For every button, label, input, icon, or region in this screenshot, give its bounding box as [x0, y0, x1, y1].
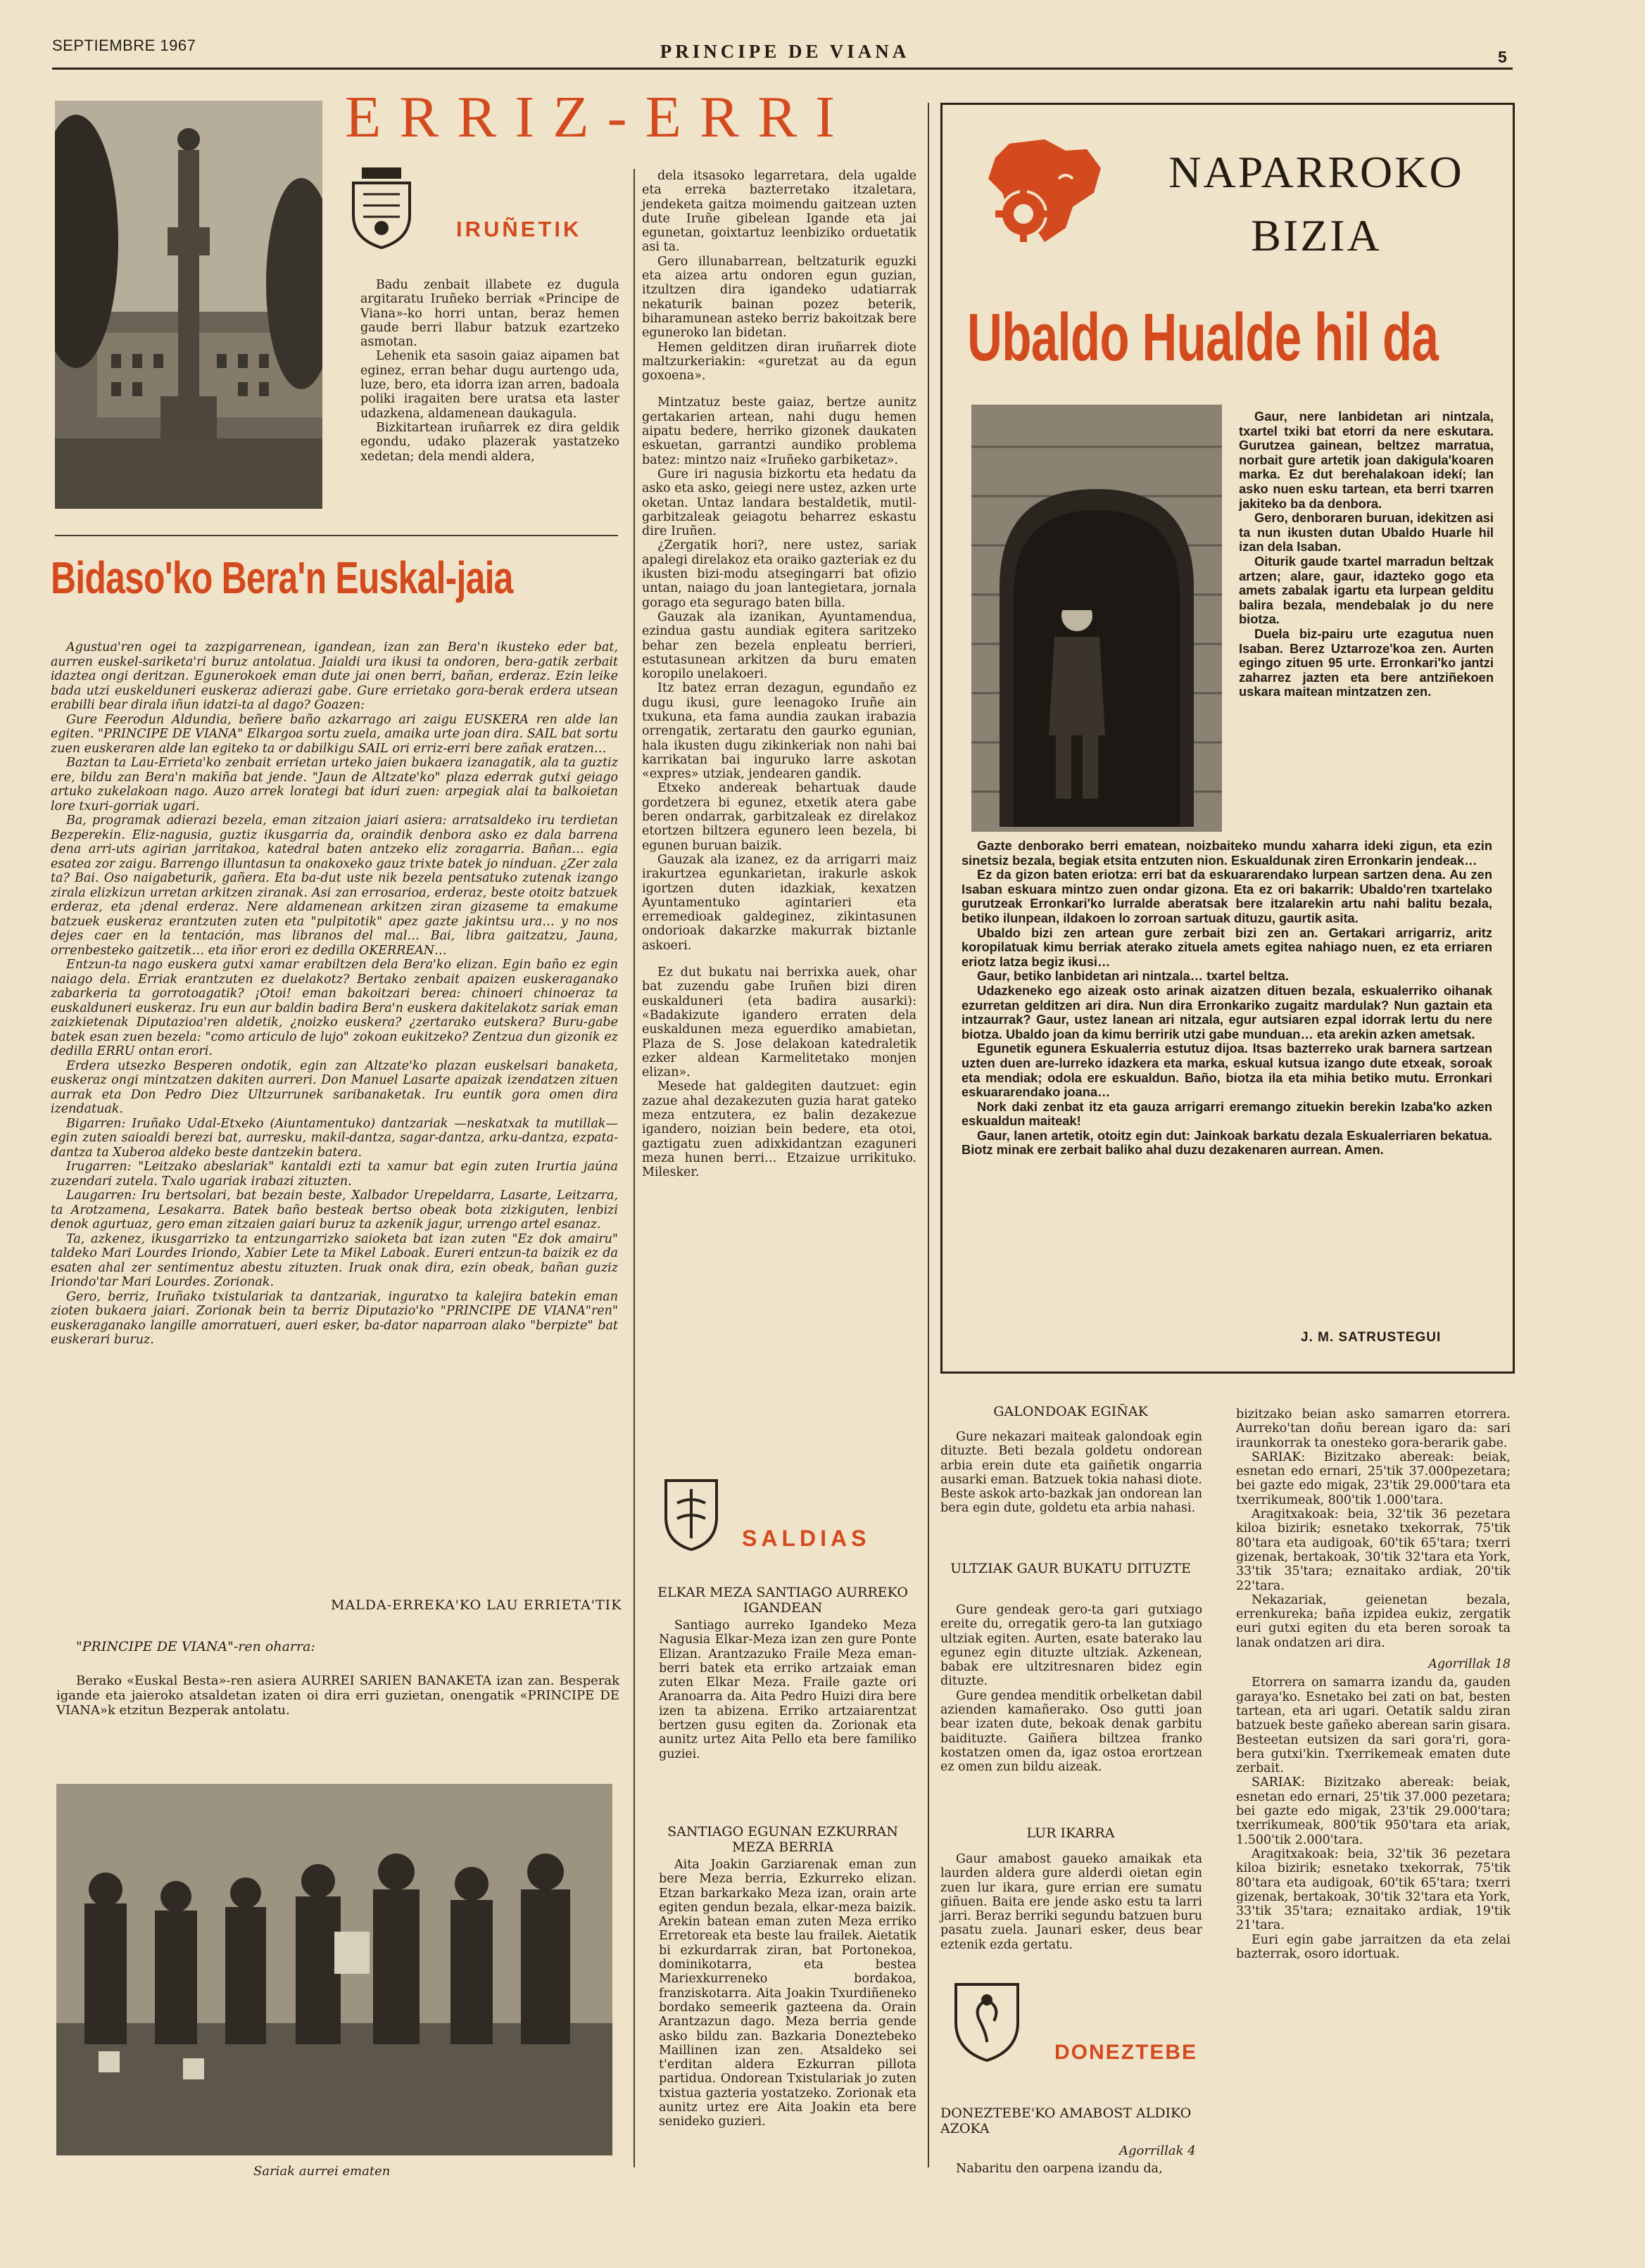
- iruñetik-paragraph: Hemen gelditzen diran iruñarrek diote maltzurkeriakin: «guretzat au da egun goxoena».: [642, 340, 916, 384]
- market-paragraph: SARIAK: Bizitzako abereak: beiak, esnetan edo ernari, 25'tik 37.000 pezetara; bei gazte edo migak, 23'tik 29.000'tara; txerrikumeak, 800'tik 950'tara eta ariak, 1.500'tik 2.000'tara.: [1236, 1775, 1511, 1847]
- ubaldo-paragraph: Gaur, betiko lanbidetan ari nintzala… txartel beltza.: [977, 968, 1289, 984]
- issue-date: SEPTIEMBRE 1967: [52, 37, 196, 54]
- navarre-map-gear-icon: [981, 137, 1108, 249]
- saldias-section-title-2: SANTIAGO EGUNAN EZKURRAN MEZA BERRIA: [667, 1824, 898, 1855]
- saldias-crest-icon: [662, 1475, 721, 1552]
- monument-illustration: [55, 101, 322, 509]
- market-paragraph: Euri egin gabe jarraitzen da eta zelai bazterrak, osoro idortuak.: [1236, 1932, 1511, 1961]
- ohar-text: Berako «Euskal Besta»-ren asiera AURREI SARIEN BANAKETA izan zan. Besperak igande eta jaieroko atsaldetan izaten oi dira erri guzietan, onengatik «PRINCIPE DE VIANA»k etzitun Bezperak antolatu.: [56, 1673, 619, 1718]
- ubaldo-full-text: [962, 839, 1492, 1158]
- ubaldo-headline: Ubaldo Hualde hil da: [967, 300, 1439, 375]
- bidaso-paragraph: Ba, programak adierazi bezela, eman zitzaion jaiari asiera: arratsaldeko iru terdietan Bezperekin. Eliz-nagusia, guztiz ikusgarria da, oraindik denbora asko ez dala barrena dena arri-uts agirian jarritakoa, katedral baten antzeko eliz zoragarria. Bañan… egia esatea zor zaigu. Barrengo illuntasun ta onakoxeko gauz trixte batek jo ninduan. ¿Zer zala ta? Bai. Oso naigabeturik, gañera. Eta ba-dut uste nik bezela pentsatuko zutenak izango zirala elizkizun urretan arkitzen ziranak. Asi zan errosarioa, erderaz, beste otoitz batzuek erderaz, eta ¡denal erderaz. Nere aldamenean arkitzen ziran gizaseme ta emakume batzuek euskeraz erantzuten zuten eta "pulpitotik" apez gazte jakintsu ura… y no nos dejes caer en la tentación, mas libranos del mal… Bai, libra gaitzatzu, Jauna, orrenbesteko gaitzetik… eta iñor erori ez dedilla OKERREAN…: [51, 813, 618, 958]
- erriz-erri-title: ERRIZ-ERRI: [345, 84, 853, 150]
- bidaso-paragraph: Ta, azkenez, ikusgarrizko ta entzungarrizko saioketa bat izan zuten "Ez dok amairu" taldeko Mari Lourdes Iriondo, Xabier Lete ta Mikel Laboak. Eureri entzun-ta baizik ez da esaten ahal zer sentimentuz abestu zituzten. Iruak onak dira, ezin obeak, bañan guziz Iriondo'tar Mari Lourdes. Zorionak.: [51, 1231, 618, 1289]
- bidaso-body: [51, 640, 618, 1348]
- ubaldo-paragraph: Egunetik egunera Eskualerria estutuz dijoa. Itsas bazterreko urak barnera sartzean uzten duen are-lurreko idazkera eta marka, eskual kutsua izango dute etxeak, soroak eta mendiak; odola ere eskualdun. Baño, biotza ila eta mihia betiko mutu. Erronkari eskuararendako joana…: [962, 1041, 1492, 1100]
- monument-photo: [55, 101, 322, 509]
- column-rule: [634, 169, 635, 2167]
- iruñetik-paragraph: Ez dut bukatu nai berrixka auek, ohar bat zuzendu gabe Iruñen bizi diren euskalduneri (eta badira ausarki): «Badakizute igandero erraten dela euskaldunen meza eguerdiko amabietan, Plaza de S. Jose delakoan katedraletik ezker aldean Karmelitetako monjen elizan».: [642, 965, 916, 1080]
- naparroko-title-1: NAPARROKO: [1168, 147, 1464, 197]
- ubaldo-paragraph: Ez da gizon baten eriotza: erri bat da eskuararendako lurpean sartzen dena. Au zen Isaban eskuara mintzo zuen ondar gizona. Eta ez ori bakarrik: Ubaldo'ren txartelako gurutzeak Erronkari'ko lurralde aberatsak bere itzalarekin artu nahi balitu bezala, betiko ilunpean, ildakoen lo zorroan sartuak dituzu, gaurtik asita.: [962, 867, 1492, 925]
- iruñetik-paragraph: Gauzak ala izanez, ez da arrigarri maiz irakurtzea egunkarietan, irakurle askok igortzen duten idazkiak, kexatzen Ayuntamentuko agintarieri eta erremedioak galdeginez, zikintasunen ondorioak dakarzke makurrak biztanle askoeri.: [642, 852, 916, 953]
- doneztebe-crest-icon: [952, 1979, 1022, 2063]
- iruñetik-paragraph: Badu zenbait illabete ez dugula argitaratu Iruñeko berriak «Principe de Viana»-ko horri untan, beraz hemen gaude berri llabur batzuk ezartzeko asmotan.: [360, 278, 619, 350]
- ubaldo-paragraph: Gaur, lanen artetik, otoitz egin dut: Jainkoak barkatu dezala Eskualerriaren bekatua. Biotz minak ere zerbait baliko ahal duzu dezakenaren aurrean. Amen.: [962, 1127, 1492, 1158]
- photo-caption: Sariak aurrei ematen: [253, 2164, 391, 2179]
- ubaldo-paragraph: Duela biz-pairu urte ezagutua nuen Isaban. Berez Uztarroze'koa zen. Aurten egingo zituen 95 urte. Erronkari'ko jantzi zaharrez jazten eta bere antziñekoen uskara maitean mintzatzen zen.: [1239, 626, 1494, 699]
- saldias-heading: SALDIAS: [742, 1526, 871, 1551]
- ceremony-illustration: [56, 1784, 612, 2155]
- bidaso-paragraph: Gero, berriz, Iruñako txistulariak ta dantzariak, inguratxo ta kalejira batekin eman zioten bukaera jaiari. Zorionak bein ta berriz Diputazio'ko "PRINCIPE DE VIANA"ren" euskeraganako langille amorratueri, aueri esker, ba-dator naparroan alako "berpizte" bat euskerari buruz.: [51, 1289, 618, 1347]
- iruñetik-paragraph: Gauzak ala izanikan, Ayuntamendua, ezindua gastu aundiak egitera saritzeko behar zen bezela enpleatu berrieri, estutasunean arkitzen da buru ematen koropilo unelakoeri.: [642, 609, 916, 682]
- ultziak-text: [940, 1603, 1202, 1775]
- bidaso-paragraph: Agustua'ren ogei ta zazpigarrenean, igandean, izan zan Bera'n ikusteko eder bat, aurren euskel-sariketa'ri buruz antolatua. Jaialdi ura ikusi ta ondoren, bera-gatik zerbait idaztea ongi deritzan. Egunerokoek eman dute jai onen berri, bañan, erderaz. Ezin leike bada utzi euskelduneri euskeraz adierazi gabe. Gure errietako gora-berak erdera utsean erabilli bear dirala iñun idatzi-ta al dago? Goazen:: [51, 640, 618, 712]
- doneztebe-title: DONEZTEBE'KO AMABOST ALDIKO AZOKA: [940, 2105, 1192, 2136]
- bidaso-paragraph: Bigarren: Iruñako Udal-Etxeko (Aiuntamentuko) dantzariak —neskatxak ta mutillak— egin zuten saioaldi berezi bat, aurresku, makil-dantza, sagar-dantza, arku-dantza, ezpata-dantza ta Xuberoa aldeko beste dantzekin batera.: [51, 1116, 618, 1160]
- iruñetik-paragraph: Gero illunabarrean, beltzaturik eguzki eta aizea artu ondoren egun guzian, itzultzen dira igandeko udatiarrak nekaturik bainan pozez beterik, biharamunean asteko berriz bakoitzak bere eguneroko lan bidetan.: [642, 254, 916, 341]
- saldias-section-text-2: Aita Joakin Garziarenak eman zun bere Meza berria, Ezkurreko elizan. Etzan barkarkako Meza izan, orain arte egiten gendun bezala, elkar-meza baizik. Arekin batean eman zuten Meza erriko Erretoreak eta beste lau frailek. Aietatik bi ezkurdarrak ziran, bat Portonekoa, dominikotarra, eta bestea Mariexkurreneko bordakoa, franziskotarra. Aita Joakin Txurdiñeneko bordako semeerik gazteena da. Orain Arantzazun dago. Meza berria gende asko bildu zan. Bazkaria Doneztebeko Maillinen izan zen. Atsaldeko sei t'erditan aldera Ezkurran pillota partidua. Ondorean Txistulariak jo zuten txistua gazteria yostatzeko. Zorionak eta aunitz urtez ere Aita Joakin eta bere senideko guzieri.: [659, 1858, 916, 2129]
- galondoak-text: Gure nekazari maiteak galondoak egin dituzte. Beti bezala goldetu ondorean arbia erein dute eta gaiñetik ongarria ausarki eman. Batzuek tokia nahasi diote. Beste askok arto-bazkak jan ondorean lan bera egin dute, goldetu eta arbia nahasi.: [940, 1430, 1202, 1516]
- bidaso-paragraph: Laugarren: Iru bertsolari, bat bezain beste, Xalbador Urepeldarra, Lasarte, Leitzarra, ta Arotzamena, Lesakarra. Batek baño besteak bertso obeak bota zizkiguten, lenbizi denok agurtuaz, gero eman zitzaien gaiari buruz ta azkenik jagur, urrengo artel esanaz.: [51, 1189, 618, 1231]
- iruñetik-column-2: [642, 169, 916, 1179]
- bidaso-paragraph: Baztan ta Lau-Errieta'ko zenbait errietan urteko jaien bukaera izanagatik, ala ta guztiz ere, bildu zan Bera'n makiña bat jende. "Jaun de Altzate'ko" plaza ederrak gutxi geiago artuko zukelakoan nago. Auzo arrek lorategi bat iduri zuen: arpegiak alai ta balkoietan lore txuri-gorriak ugari.: [51, 756, 618, 813]
- bidaso-paragraph: Gure Feerodun Aldundia, beñere baño azkarrago ari zaigu EUSKERA ren alde lan egiten. "PRINCIPE DE VIANA" Elkargoa sortu zuela, amaika urte joan dira. SAIL bat sortu zuen euskeraren alde lan egiteko ta or dabilkigu SAIL ori erriz-erri bere zañak eratzen…: [51, 712, 618, 756]
- market-paragraph: bizitzako beian asko samarren etorrera. Aurreko'tan doñu berean igaro da: sari iraunkorrak ta onesteko gora-berarik gabe.: [1236, 1407, 1511, 1450]
- ubaldo-paragraph: Gero, denboraren buruan, idekitzen asi ta nun ikusten dutan Ubaldo Huarle hil izan dela Isaban.: [1239, 510, 1494, 555]
- ultziak-paragraph: Gure gendea menditik orbelketan dabil azienden kamañerako. Oso gutti joan bear izaten dute, bekoak denak garbitu baidituzte. Gaiñera biltzea franko kostatzen omen da, igaz ostoa erortzean ez omen zun bildu aizeak.: [940, 1688, 1202, 1775]
- award-ceremony-photo: [56, 1784, 612, 2155]
- section-divider: [55, 535, 618, 536]
- iruñetik-heading: IRUÑETIK: [456, 217, 582, 241]
- ultziak-paragraph: Gure gendeak gero-ta gari gutxiago ereite du, orregatik gero-ta lan gutxiago ultziak egiten. Aurten, esate baterako lau egunez egin dituzte ultziak. Azkenean, babak ere ultzitresnaren bidez egin dituzte.: [940, 1603, 1202, 1689]
- ubaldo-paragraph: Udazkeneko ego aizeak osto arinak aizatzen dituen bezala, eskualerriko oihanak ezurretan gelditzen ari dira. Nun dira Erronkariko zugaitz mardulak? Nun gaztain eta intzaurrak? Gaur, ustez lanean ari nitzala, egur autsiaren ezpal idorrak lertu du nere biotza. Ubaldo joan da kimu berririk utzi gabe munduan… eta arekin azken ametsak.: [962, 982, 1492, 1041]
- lur-ikarra-text: Gaur amabost gaueko amaikak eta laurden aldera gure alderdi oietan egin zuen lur ikara, gure errian ere sumatu giñuen. Baita ere jende asko estu ta larri jarri. Beraz berriki segundu batzuen buru pasatu zuela. Jaunari esker, deus bear eztenik ezda gertatu.: [940, 1852, 1202, 1952]
- bidaso-paragraph: Irugarren: "Leitzako abeslariak" kantaldi ezti ta xamur bat egin zuten Irurtia jaúna zuzendari zutela. Txalo ugariak irabazi zituzten.: [51, 1160, 618, 1189]
- header-rule: [52, 68, 1513, 70]
- ubaldo-paragraph: Gazte denborako berri ematean, noizbaiteko mundu xaharra ideki zigun, eta ezin sinetsiz bezala, begiak etsita entzuten nion. Eskualdunak ziren Erronkarin jendeak…: [962, 838, 1492, 868]
- ubaldo-paragraph: Oiturik gaude txartel marradun beltzak artzen; alare, gaur, idazteko gogo eta amets zabalak igartu eta lurpean gelditu balira bezala, mendebalak jo du nere biotza.: [1239, 553, 1494, 627]
- iruñetik-paragraph: dela itsasoko legarretara, dela ugalde eta erreka bazterretako itzaletara, jendeketa gaitza moimendu gaitzean uzten dute Iruñe gibelean Igande eta jai egunetan, goixtartuz leenbiziko orduetatik asi ta.: [642, 169, 916, 255]
- saldias-section-text-1: Santiago aurreko Igandeko Meza Nagusia Elkar-Meza izan zen gure Ponte Elizan. Arantzazuko Fraile Meza eman-berri batek eta erriko artzaiak eman zuten Elkar Meza. Fraile gazte ori Aranoarra da. Aita Pedro Huizi dira bere izen ta abizena. Erriko artzaiarentzat bertzen gusu egiten da. Zorionak eta aunitz urtez Aita Pello eta bere familiko guziei.: [659, 1618, 916, 1761]
- ubaldo-signature: J. M. SATRUSTEGUI: [1301, 1330, 1442, 1345]
- iruñetik-column-1: [360, 278, 619, 464]
- iruñetik-paragraph: ¿Zergatik hori?, nere ustez, sariak apalegi direlakoz eta oraiko gazteriak ez du ikusten bizi-modu atsegingarri bat ofizio untan, naiago du joan lantegietara, jornala gorago eta segurago baten billa.: [642, 538, 916, 610]
- ubaldo-paragraph: Gaur, nere lanbidetan ari nintzala, txartel txiki bat etorri da nere eskutara. Gurutzea gainean, beltzez marratua, norbait gure artetik joan dakigula'koaren marka. Ez dut berehalakoan idekí; lan asko nuen esku tartean, eta berri txarren jakiteko ba da denbora.: [1239, 409, 1494, 511]
- market-paragraph: Nekazariak, geienetan bezala, errenkureka; baña izpidea eukiz, zergatik euri gutxi egiten du eta beren soroak ta lanak ondatzen ari dira.: [1236, 1592, 1511, 1650]
- market-date: Agorrillak 18: [1428, 1657, 1511, 1672]
- bidaso-paragraph: Entzun-ta nago euskera gutxi xamar erabiltzen dela Bera'ko elizan. Egin baño ez egin naiago dela. Erriak erantzuten ez duelakotz? Bertako zenbait apaizen euskeraganako zabarkeria ta gorrotoagatik? ¡Otoi! eman bakoitzari berea: chinoeri chinoeraz ta euskalduneri euskeraz. Iru eun aur baldin badira Bera'n euskera dakitelakotz sariak eman zaizkietenak Diputazioa'ren aldetik, ¿noizko euskera? ¿zertarako eutskera? Buru-gabe batek esan zuen bezela: "como articulo de lujo" zokoan eukitzeko? Zentzua dun gizonik ez dedilla ERRU ontan erori.: [51, 958, 618, 1058]
- ubaldo-side-text: [1239, 410, 1494, 699]
- ohar-title: "PRINCIPE DE VIANA"-ren oharra:: [76, 1639, 315, 1654]
- iruñetik-paragraph: Itz batez erran dezagun, egundaño ez dugu ikusi, gure leenagoko Iruñe ain txukuna, eta fama aundia zaukan irabazia orrengatik, zertaratu den gaurko egunian, hala ikusten dugu zikinkeriak non nahi bai karrikatan bai inguruko larre askotan «expres» utziak, jendearen gandik.: [642, 681, 916, 782]
- market-paragraph: Etorrera on samarra izandu da, gauden garaya'ko. Esnetako bei zati on bat, besten tartean, eta ari ugari. Oetatik saldu ziran batzuek beste gañeko aberean sarin gisara. Besteetan eutsizen da sari gora'ri, gora-bera gutxi'kin. Txerrikemeak ematen dute zerbait.: [1236, 1675, 1511, 1776]
- portrait-illustration: [971, 405, 1222, 832]
- market-paragraph: SARIAK: Bizitzako abereak: beiak, esnetan edo ernari, 25'tik 37.000pezetara; bei gazte edo migak, 23'tik 29.000'tara eta txerrikumeak, 800'tik 1.000'tara.: [1236, 1450, 1511, 1507]
- naparroko-title-2: BIZIA: [1251, 210, 1382, 260]
- iruñetik-paragraph: Mesede hat galdegiten dautzuet: egin zazue ahal dezakezuten guzia harat gateko meza entzutera, ez balin dezakezue igandero, noizian bein bedere, eta otoi, gaztigatu zuen adixkidantzan ezaguneri meza hunen berri… Etzaizue urrikituko. Milesker.: [642, 1079, 916, 1180]
- ultziak-title: ULTZIAK GAUR BUKATU DITUZTE: [950, 1561, 1191, 1576]
- iruñetik-paragraph: Etxeko andereak behartuak daude gordetzera bi egunez, etxetik atera gabe beren ondarrak, garbitzaleak ez direlakoz etortzen biltzera egunero leen bezela, bi egunen buruan baizik.: [642, 781, 916, 853]
- iruñetik-paragraph: Gure iri nagusia bizkortu eta hedatu da asko eta asko, geiegi nere ustez, azken urte oketan. Untaz landara bestaldetik, mutil-garbitzaleak geiagotu beharrez eskastu dire Iruñen.: [642, 467, 916, 539]
- doneztebe-date: Agorrillak 4: [1119, 2143, 1196, 2158]
- saldias-section-title-1: ELKAR MEZA SANTIAGO AURREKO IGANDEAN: [657, 1585, 908, 1616]
- iruñetik-paragraph: Bizkitartean iruñarrek ez dira geldik egondu, udako plazerak yastatzeko xedetan; dela mendi aldera,: [360, 420, 619, 464]
- page-number: 5: [1498, 48, 1507, 66]
- doneztebe-heading: DONEZTEBE: [1054, 2041, 1198, 2064]
- bidaso-headline: Bidaso'ko Bera'n Euskal-jaia: [51, 552, 513, 603]
- galondoak-title: GALONDOAK EGIÑAK: [993, 1404, 1148, 1419]
- doneztebe-market-column: [1236, 1407, 1511, 1961]
- pamplona-crest-icon: [348, 166, 415, 251]
- doneztebe-text: Nabaritu den oarpena izandu da,: [956, 2162, 1163, 2176]
- market-paragraph: Aragitxakoak: beia, 32'tik 36 pezetara kiloa bizirik; esnetako txekorrak, 75'tik 80'tara eta audigoak, 60'tik 65'tara; txerri gizenak, bertakoak, 30'tik 32'tara eta York, 33'tik 35'tara; eznaitako ardiak, 19'tik 21'tara.: [1236, 1846, 1511, 1933]
- bidaso-signature: MALDA-ERREKA'KO LAU ERRIETA'TIK: [331, 1597, 622, 1613]
- column-rule: [928, 103, 929, 2167]
- ubaldo-paragraph: Ubaldo bizi zen artean gure zerbait bizi zen an. Gertakari arrigarriz, aritz koropilatuak kimu berriak aterako zituela amets egitea nahiago nuen, ez eta erriaren eriotz latza begiz ikusi…: [962, 925, 1492, 969]
- iruñetik-paragraph: Lehenik eta sasoin gaiaz aipamen bat eginez, erran behar dugu aurtengo uda, luze, bero, eta idorra izan arren, badoala poliki iragaiten bere uratsa eta laster udazkena, aldamenean daukagula.: [360, 349, 619, 421]
- market-paragraph: Aragitxakoak: beia, 32'tik 36 pezetara kiloa bizirik; esnetako txekorrak, 75'tik 80'tara eta audigoak, 60'tik 65'tara; txerri gizenak, bertakoak, 30'tik 32'tara eta York, 33'tik 35'tara; eznaitako ardiak, 20'tik 22'tara.: [1236, 1507, 1511, 1593]
- lur-ikarra-title: LUR IKARRA: [1026, 1825, 1115, 1841]
- ubaldo-portrait-photo: [971, 405, 1222, 832]
- iruñetik-paragraph: Mintzatuz beste gaiaz, bertze aunitz gertakarien artean, nahi dugu hemen aipatu bedere, herriko gizonek daukaten eskuetan, garrantzi aundiko problema batez: mintzo naiz «Iruñeko garbiketaz».: [642, 395, 916, 467]
- ubaldo-paragraph: Nork daki zenbat itz eta gauza arrigarri eremango zituekin berekin Izaba'ko azken eskualdun maiteak!: [962, 1098, 1492, 1129]
- publication-title: PRINCIPE DE VIANA: [660, 41, 910, 62]
- bidaso-paragraph: Erdera utsezko Besperen ondotik, egin zan Altzate'ko plazan euskelsari banaketa, euskeraz ongi mintzatzen dakiten aurreri. Don Manuel Lasarte apaizak izendatzen zituen aurrak eta Don Pedro Diez Ultzurrunek saribanaketak. Iru euntik gora omen dira izendatuak.: [51, 1058, 618, 1116]
